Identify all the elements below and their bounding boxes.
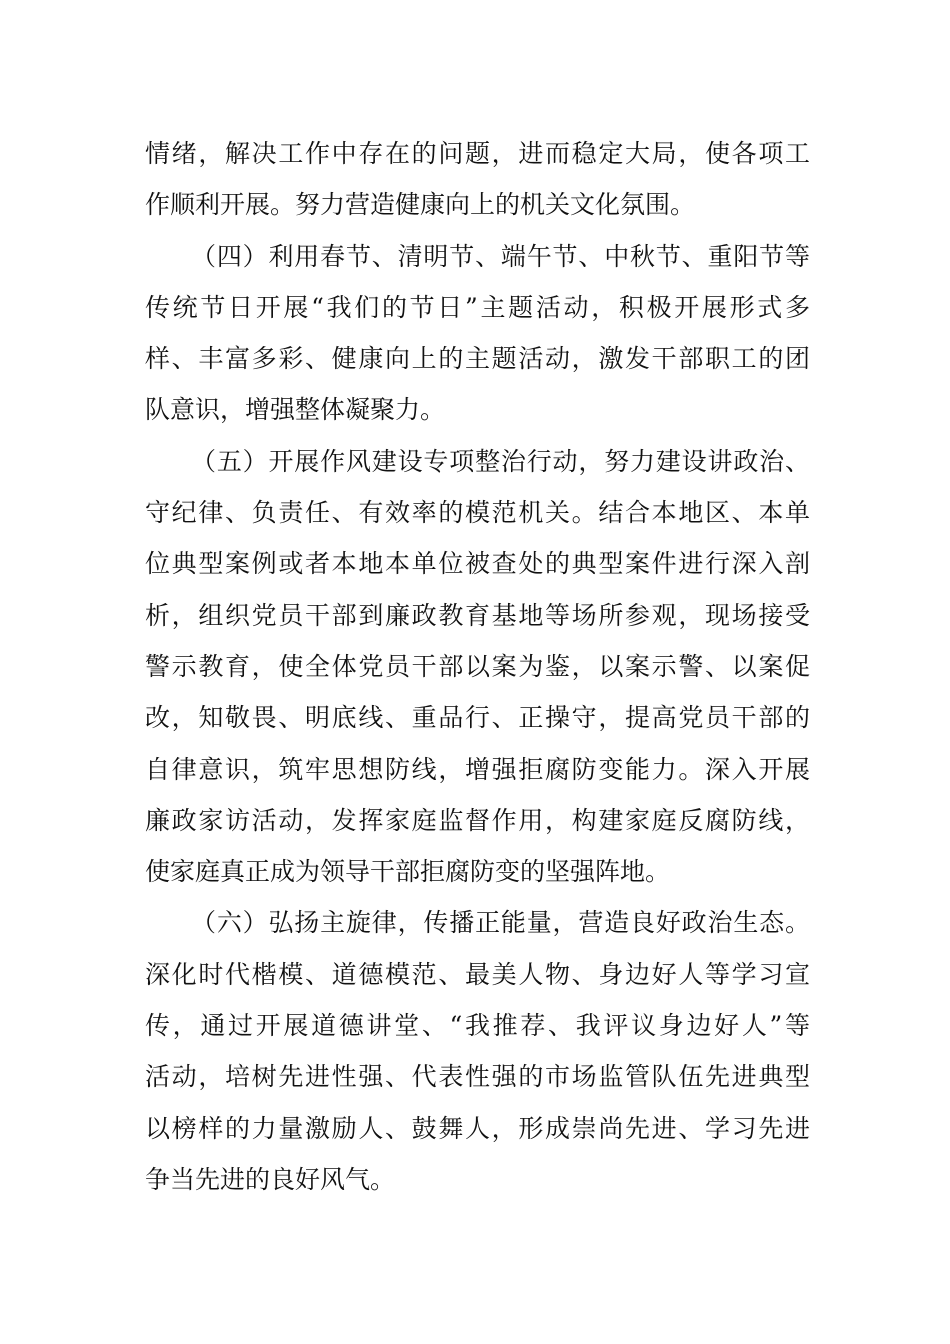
text-line: 情绪，解决工作中存在的问题，进而稳定大局，使各项工 <box>145 139 810 168</box>
text-line: 析，组织党员干部到廉政教育基地等场所参观，现场接受 <box>145 600 810 630</box>
body-text <box>145 128 810 1205</box>
text-line: 作顺利开展。努力营造健康向上的机关文化氛围。 <box>145 190 696 220</box>
text-line: 警示教育，使全体党员干部以案为鉴，以案示警、以案促 <box>145 651 810 681</box>
text-line: 队意识，增强整体凝聚力。 <box>145 395 446 425</box>
text-line: 廉政家访活动，发挥家庭监督作用，构建家庭反腐防线， <box>145 805 810 835</box>
text-line: （四）利用春节、清明节、端午节、中秋节、重阳节等 <box>191 241 810 271</box>
text-line: （五）开展作风建设专项整治行动，努力建设讲政治、 <box>191 446 810 476</box>
text-line: 活动，培树先进性强、代表性强的市场监管队伍先进典型 <box>145 1062 810 1092</box>
text-line: 以榜样的力量激励人、鼓舞人，形成崇尚先进、学习先进 <box>145 1113 810 1143</box>
text-line: 样、丰富多彩、健康向上的主题活动，激发干部职工的团 <box>145 344 810 374</box>
text-line: 争当先进的良好风气。 <box>145 1164 396 1194</box>
text-line: 使家庭真正成为领导干部拒腐防变的坚强阵地。 <box>145 857 671 887</box>
text-line: （六）弘扬主旋律，传播正能量，营造良好政治生态。 <box>191 908 810 938</box>
text-line: 传，通过开展道德讲堂、“我推荐、我评议身边好人”等 <box>145 1011 810 1041</box>
text-line: 自律意识，筑牢思想防线，增强拒腐防变能力。深入开展 <box>145 754 810 784</box>
text-line: 改，知敬畏、明底线、重品行、正操守，提高党员干部的 <box>145 703 810 733</box>
text-line: 传统节日开展“我们的节日”主题活动，积极开展形式多 <box>145 292 810 322</box>
text-line: 守纪律、负责任、有效率的模范机关。结合本地区、本单 <box>145 498 810 528</box>
text-line: 位典型案例或者本地本单位被查处的典型案件进行深入剖 <box>145 549 810 579</box>
text-line: 深化时代楷模、道德模范、最美人物、身边好人等学习宣 <box>145 959 810 989</box>
